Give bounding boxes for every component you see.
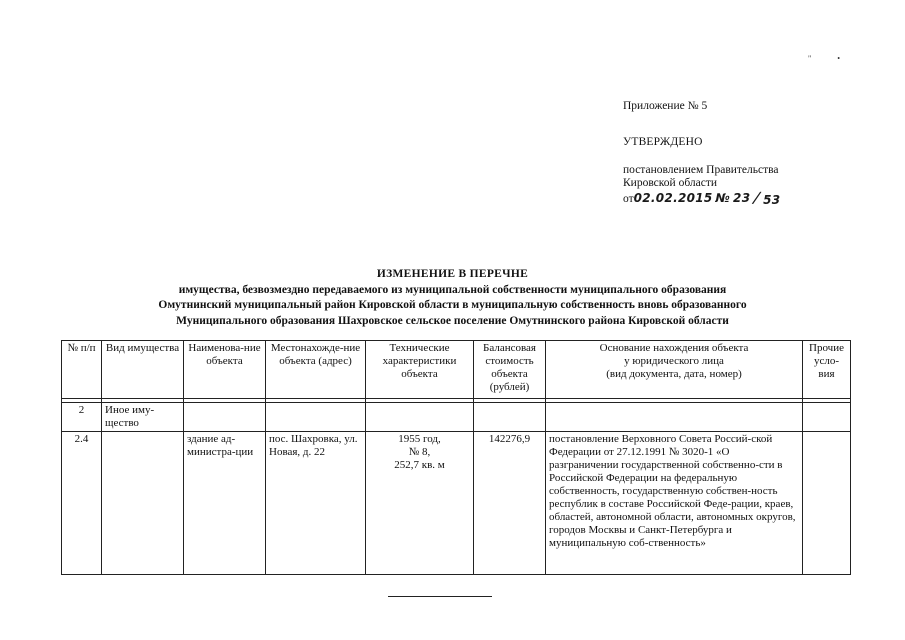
header-tech: Технические характеристики объекта (366, 341, 474, 399)
corner-mark-right: • (837, 54, 867, 63)
header-num: № п/п (62, 341, 102, 399)
table-row (62, 403, 851, 432)
date-prefix: от (623, 193, 634, 205)
item-other (803, 432, 851, 575)
header-location: Местонахожде-ние объекта (адрес) (266, 341, 366, 399)
scan-corner-marks (808, 54, 866, 63)
header-basis-line-1: Основание нахождения объекта (599, 342, 749, 354)
footer-divider (388, 596, 492, 597)
corner-mark-left: " (808, 54, 838, 63)
header-other: Прочие усло-вия (803, 341, 851, 399)
item-basis: постановление Верховного Совета Россий-ской Федерации от 27.12.1991 № 3020-1 «О разграничении государственной собственно-сти в Российской Федерации на федеральную собственность, государственную собствен-ность республик в составе Российской Феде-рации, краев, областей, автономной области, автономных округов, городов Москвы и Санкт-Петербурга и муниципальную соб-ственность» (546, 432, 803, 575)
item-name: здание ад-министра-ции (184, 432, 266, 575)
handwritten-number-suffix: 53 (763, 193, 781, 207)
resolution-line: постановлением Правительства (623, 164, 779, 176)
header-value: Балансовая стоимость объекта (рублей) (474, 341, 546, 399)
group-num: 2 (62, 403, 102, 432)
item-num: 2.4 (62, 432, 102, 575)
slash-mark: / (752, 187, 762, 208)
date-number-line (623, 187, 781, 208)
header-basis-line-2: у юридического лица (624, 355, 724, 367)
header-name: Наименова-ние объекта (184, 341, 266, 399)
title-line-2: Омутнинский муниципальный район Кировской области в муниципальную собственность вновь образованного (158, 299, 747, 311)
item-value: 142276,9 (474, 432, 546, 575)
handwritten-number: 23 (733, 191, 751, 205)
title-line-3: Муниципального образования Шахровское сельское поселение Омутнинского района Кировской области (176, 314, 729, 327)
region-line: Кировской области (623, 177, 718, 189)
handwritten-date: 02.02.2015 (633, 191, 713, 205)
table-row (62, 432, 851, 575)
item-location: пос. Шахровка, ул. Новая, д. 22 (266, 432, 366, 575)
document-title-block (0, 267, 905, 329)
item-tech-line-3: 252,7 кв. м (394, 459, 445, 471)
item-tech-line-2: № 8, (408, 446, 431, 458)
group-type: Иное иму-щество (102, 403, 184, 432)
header-basis-line-3: (вид документа, дата, номер) (606, 368, 742, 380)
header-basis (546, 341, 803, 399)
title-line-1: имущества, безвозмездно передаваемого из муниципальной собственности муниципального образования (178, 283, 727, 296)
property-list-table (61, 340, 851, 575)
approved-stamp-text: УТВЕРЖДЕНО (623, 136, 703, 148)
appendix-label: Приложение № 5 (623, 100, 708, 112)
item-tech-line-1: 1955 год, (398, 433, 441, 445)
table-header-row (62, 341, 851, 399)
number-sign: № (715, 191, 731, 205)
item-tech (366, 432, 474, 575)
header-type: Вид имущества (102, 341, 184, 399)
document-title: ИЗМЕНЕНИЕ В ПЕРЕЧНЕ (376, 268, 529, 280)
item-type (102, 432, 184, 575)
